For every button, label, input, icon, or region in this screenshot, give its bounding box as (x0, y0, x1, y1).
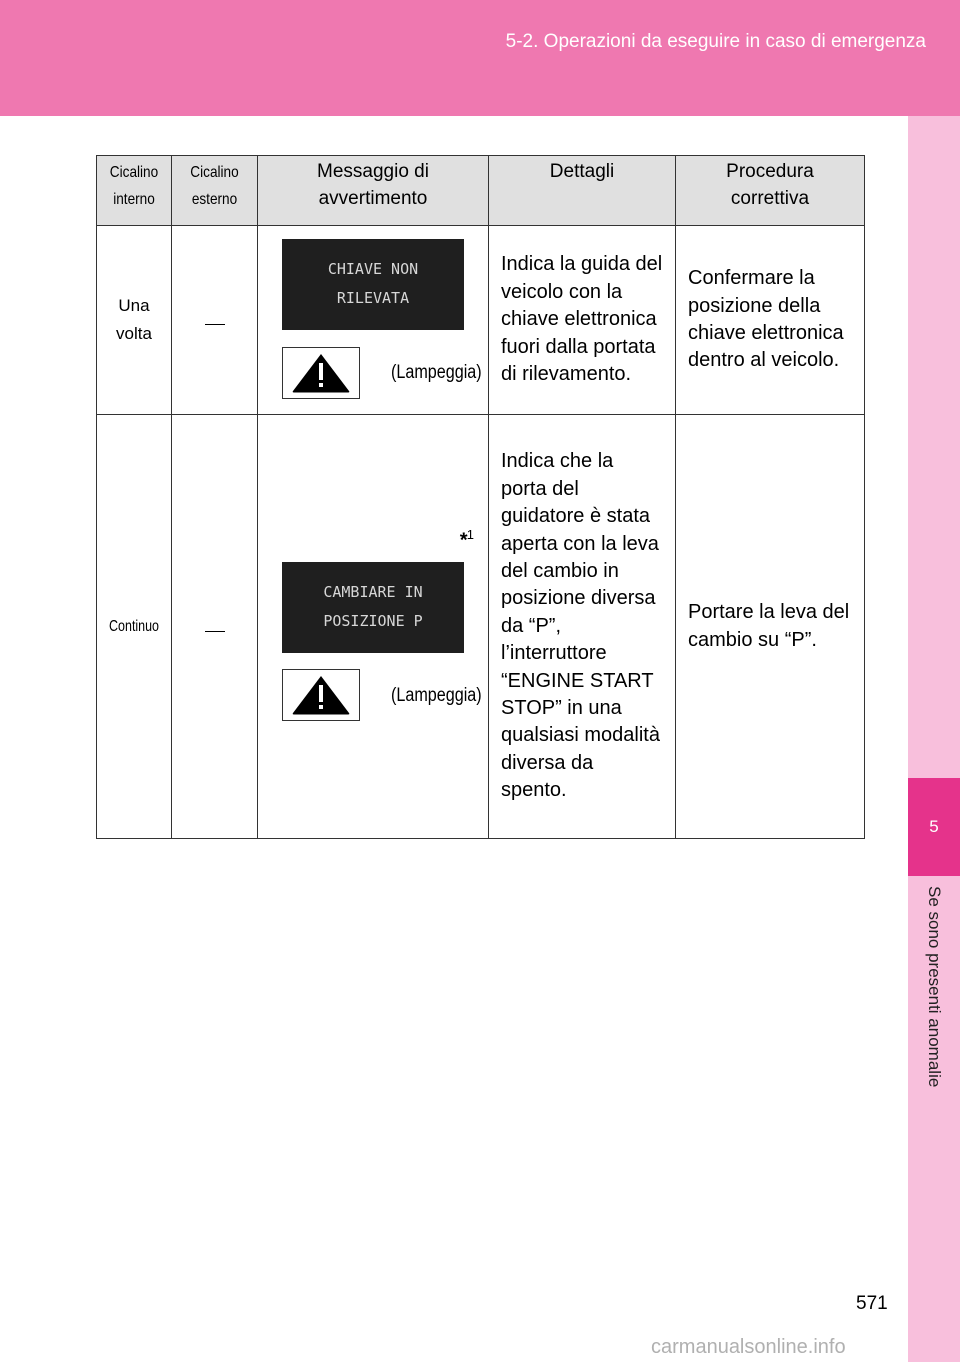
display-screen (282, 562, 464, 653)
procedure-cell: Portare la leva del cambio su “P”. (676, 415, 865, 839)
external-buzzer-cell (172, 226, 258, 415)
footnote-number: 1 (466, 527, 474, 542)
cell-text: Continuo (109, 618, 159, 635)
warning-triangle-icon (282, 669, 360, 721)
header-internal-buzzer (97, 156, 172, 226)
header-warning-message (258, 156, 489, 226)
dash-mark (205, 324, 225, 325)
display-screen (282, 239, 464, 330)
header-text: Dettagli (549, 161, 615, 182)
cell-text: Una (118, 296, 150, 315)
flash-label: (Lampeggia) (391, 685, 482, 706)
header-external-buzzer (172, 156, 258, 226)
screen-text: CAMBIARE IN (323, 583, 423, 601)
procedure-cell: Confermare la posizione della chiave elettronica dentro al veicolo. (676, 226, 865, 415)
header-text: Messaggio di (317, 161, 429, 182)
chapter-label: Se sono presenti anomalie (925, 886, 944, 1088)
cell-text: volta (116, 324, 152, 343)
header-band (0, 0, 960, 116)
section-title: 5-2. Operazioni da eseguire in caso di emergenza (505, 31, 926, 52)
warning-message-cell (258, 415, 489, 839)
details-cell: Indica la guida del veicolo con la chiave elettronica fuori dalla portata di rilevamento. (489, 226, 676, 415)
header-text: Procedura (726, 161, 814, 182)
header-text: correttiva (730, 188, 810, 209)
screen-text: RILEVATA (336, 289, 410, 307)
table-header-row (97, 156, 865, 226)
header-procedure (676, 156, 865, 226)
footnote-star: * (458, 529, 467, 552)
table-row (97, 415, 865, 839)
footnote-marker (459, 527, 474, 553)
page-number: 571 (856, 1293, 888, 1314)
header-text: interno (113, 191, 155, 208)
details-cell: Indica che la porta del guidatore è stata aperta con la leva del cambio in posizione diversa da “P”, l’interruttore “ENGINE START STOP” in una qualsiasi modalità diversa da spento. (489, 415, 676, 839)
header-text: Cicalino (190, 164, 239, 181)
internal-buzzer-cell (97, 226, 172, 415)
side-tab-top (908, 116, 960, 778)
watermark: carmanualsonline.info (651, 1336, 846, 1358)
header-text: avvertimento (318, 188, 428, 209)
warning-message-cell (258, 226, 489, 415)
screen-text: POSIZIONE P (323, 612, 423, 630)
chapter-number-tab: 5 (908, 778, 960, 876)
warning-triangle-icon (282, 347, 360, 399)
header-text: Cicalino (109, 164, 159, 181)
table-row (97, 226, 865, 415)
external-buzzer-cell (172, 415, 258, 839)
screen-text: CHIAVE NON (327, 260, 419, 278)
internal-buzzer-cell (97, 415, 172, 839)
header-details (489, 156, 676, 226)
warning-table (96, 155, 865, 839)
header-text: esterno (191, 191, 238, 208)
dash-mark (205, 631, 225, 632)
flash-label: (Lampeggia) (391, 362, 482, 383)
